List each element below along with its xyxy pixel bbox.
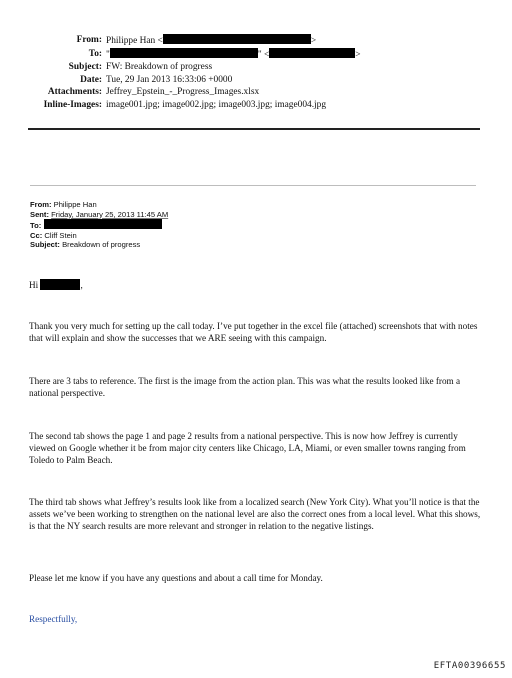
- fwd-to-label: To:: [30, 221, 42, 231]
- fwd-subject-row: [30, 240, 168, 250]
- body-paragraph-1: [29, 321, 481, 345]
- header-inline-images-value: image001.jpg; image002.jpg; image003.jpg; image004.jpg: [106, 99, 327, 110]
- fwd-cc-row: [30, 231, 168, 241]
- header-date-row: [0, 74, 512, 87]
- header-date-label: Date:: [80, 74, 102, 85]
- fwd-subject-label: Subject:: [30, 240, 60, 250]
- header-from-close: >: [310, 36, 317, 46]
- fwd-sent-value: Friday, January 25, 2013 11:45 AM: [51, 209, 169, 219]
- fwd-cc-label: Cc:: [30, 230, 43, 240]
- header-to-value: ": [106, 49, 110, 60]
- header-to-label: To:: [88, 48, 102, 59]
- redaction-box: [110, 48, 258, 58]
- signoff-text: Respectfully,: [29, 614, 78, 624]
- header-to-row: [0, 48, 512, 62]
- header-from-label: From:: [76, 35, 102, 45]
- header-inline-images-label: Inline-Images:: [43, 99, 102, 110]
- body-paragraph-5: [29, 573, 481, 585]
- header-from-value: Philippe Han <: [106, 36, 163, 46]
- fwd-subject-value: Breakdown of progress: [62, 240, 141, 250]
- redaction-box: [269, 48, 355, 58]
- header-subject-label: Subject:: [68, 62, 102, 73]
- header-attachments-label: Attachments:: [47, 87, 102, 98]
- fwd-from-value: Philippe Han: [53, 200, 97, 209]
- redaction-box: [163, 34, 311, 44]
- header-divider: [28, 128, 480, 130]
- paragraph-text: The third tab shows what Jeffrey’s results look like from a localized search (New York City). What you’ll notice is that the assets we’ve been working to strengthen on the national level are also the correct ones from a local level. What this shows, is that the NY search results are more relevant and stronger in relation to the negative listings.: [29, 497, 481, 531]
- greeting-end: ,: [80, 280, 83, 290]
- redaction-box: [44, 219, 162, 229]
- fwd-sent-row: [30, 210, 168, 220]
- fwd-from-row: [30, 200, 168, 210]
- header-subject-row: [0, 61, 512, 74]
- fwd-cc-value: Cliff Stein: [44, 230, 77, 240]
- header-from-row: [0, 34, 512, 48]
- fwd-sent-label: Sent:: [30, 209, 49, 219]
- fwd-from-label: From:: [30, 200, 52, 209]
- forward-divider: [30, 185, 476, 186]
- paragraph-text: There are 3 tabs to reference. The first is the image from the action plan. This was what the results looked like from a national perspective.: [29, 376, 461, 398]
- body-paragraph-3: [29, 431, 481, 466]
- header-to-value-wrap: [106, 48, 361, 62]
- bates-number: EFTA00396655: [433, 661, 506, 671]
- header-attachments-row: [0, 86, 512, 99]
- header-subject-value: FW: Breakdown of progress: [106, 62, 213, 73]
- paragraph-text: Thank you very much for setting up the call today. I’ve put together in the excel file (attached) screenshots that with notes that will explain and show the successes that we ARE seeing with this campaign.: [29, 321, 478, 343]
- header-inline-images-row: [0, 99, 512, 112]
- header-to-close: >: [355, 49, 361, 60]
- body-paragraph-2: [29, 376, 481, 400]
- header-to-mid: " <: [257, 49, 270, 60]
- paragraph-text: Please let me know if you have any questions and about a call time for Monday.: [29, 573, 323, 583]
- greeting-text: Hi: [29, 280, 39, 290]
- header-from-value-wrap: [106, 34, 316, 48]
- greeting: [29, 279, 481, 292]
- body-paragraph-4: [29, 497, 481, 532]
- fwd-to-row: [30, 219, 168, 231]
- forwarded-header: [30, 200, 168, 250]
- paragraph-text: The second tab shows the page 1 and page 2 results from a national perspective. This is now how Jeffrey is currently viewed on Google whether it be from major city centers like Chicago, LA, Miami, or even smaller towns ranging from Toledo to Palm Beach.: [29, 431, 466, 465]
- redaction-box: [40, 279, 83, 290]
- header-attachments-value: Jeffrey_Epstein_-_Progress_Images.xlsx: [106, 87, 260, 98]
- header-date-value: Tue, 29 Jan 2013 16:33:06 +0000: [106, 74, 233, 85]
- email-header: [0, 34, 512, 112]
- signoff: [29, 614, 481, 626]
